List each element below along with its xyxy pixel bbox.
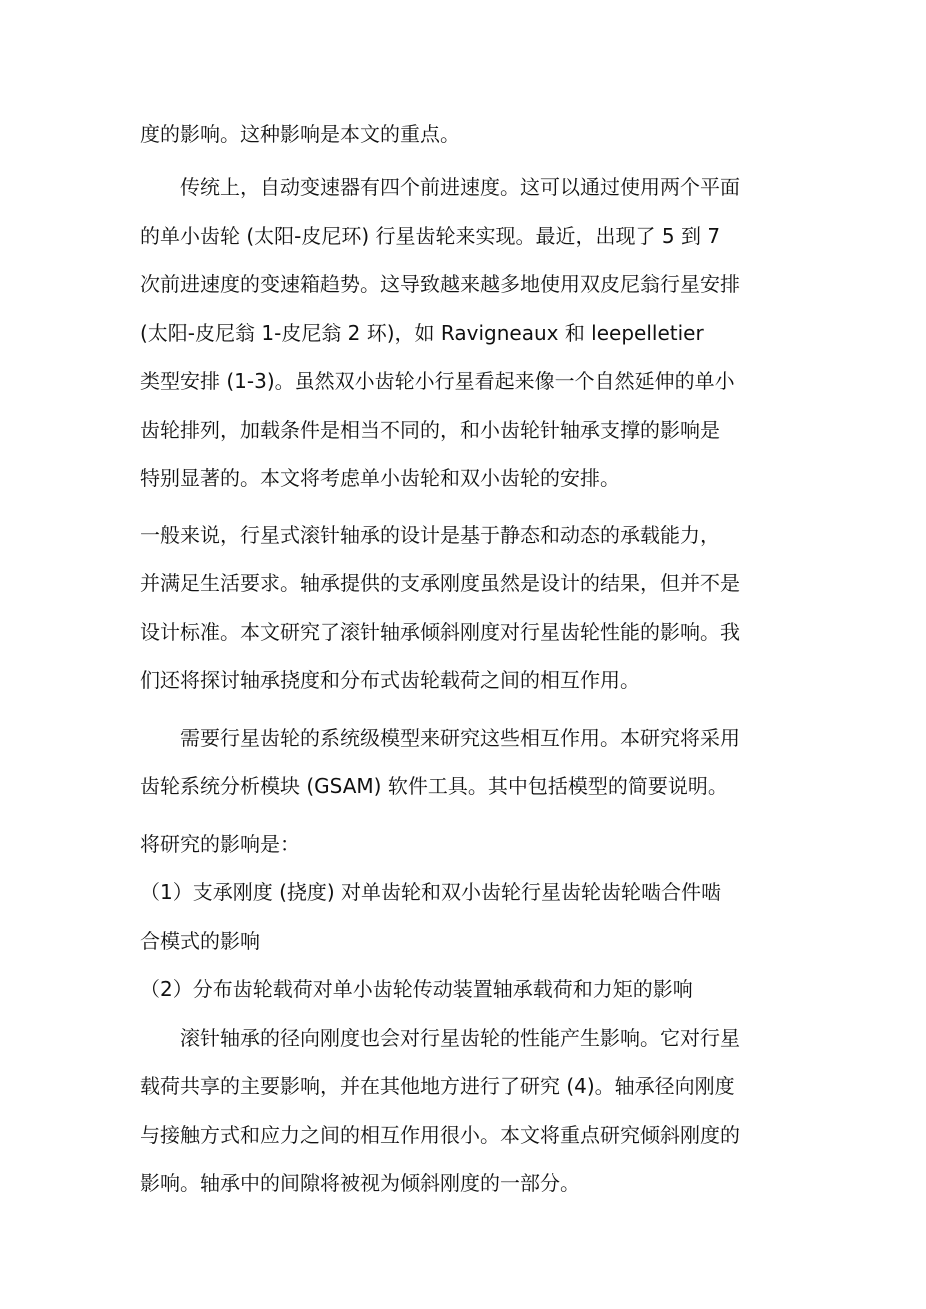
text-line: 度的影响。这种影响是本文的重点。	[140, 122, 460, 146]
text-line: 的单小齿轮 (太阳-皮尼环) 行星齿轮来实现。最近，出现了 5 到 7	[140, 224, 721, 248]
text-line: 设计标准。本文研究了滚针轴承倾斜刚度对行星齿轮性能的影响。我	[140, 620, 740, 644]
text-line: 传统上，自动变速器有四个前进速度。这可以通过使用两个平面	[140, 175, 740, 199]
text-line: 影响。轴承中的间隙将被视为倾斜刚度的一部分。	[140, 1171, 580, 1195]
text-line: （2）分布齿轮载荷对单小齿轮传动装置轴承载荷和力矩的影响	[140, 977, 693, 1001]
text-line: 一般来说，行星式滚针轴承的设计是基于静态和动态的承载能力，	[140, 523, 720, 547]
text-line: 齿轮系统分析模块 (GSAM) 软件工具。其中包括模型的简要说明。	[140, 774, 728, 798]
text-line: 需要行星齿轮的系统级模型来研究这些相互作用。本研究将采用	[140, 726, 740, 750]
text-line: 并满足生活要求。轴承提供的支承刚度虽然是设计的结果，但并不是	[140, 571, 740, 595]
text-line: （1）支承刚度 (挠度) 对单齿轮和双小齿轮行星齿轮齿轮啮合件啮	[140, 880, 722, 904]
text-line: (太阳-皮尼翁 1-皮尼翁 2 环)，如 Ravigneaux 和 leepelletier	[140, 321, 704, 345]
text-line: 次前进速度的变速箱趋势。这导致越来越多地使用双皮尼翁行星安排	[140, 272, 740, 296]
text-line: 将研究的影响是：	[140, 832, 300, 856]
text-line: 载荷共享的主要影响，并在其他地方进行了研究 (4)。轴承径向刚度	[140, 1074, 735, 1098]
text-line: 滚针轴承的径向刚度也会对行星齿轮的性能产生影响。它对行星	[140, 1026, 740, 1050]
text-line: 类型安排 (1-3)。虽然双小齿轮小行星看起来像一个自然延伸的单小	[140, 369, 735, 393]
text-line: 合模式的影响	[140, 929, 260, 953]
text-line: 特别显著的。本文将考虑单小齿轮和双小齿轮的安排。	[140, 466, 620, 490]
text-line: 与接触方式和应力之间的相互作用很小。本文将重点研究倾斜刚度的	[140, 1123, 740, 1147]
text-line: 们还将探讨轴承挠度和分布式齿轮载荷之间的相互作用。	[140, 668, 640, 692]
text-line: 齿轮排列，加载条件是相当不同的，和小齿轮针轴承支撑的影响是	[140, 418, 720, 442]
